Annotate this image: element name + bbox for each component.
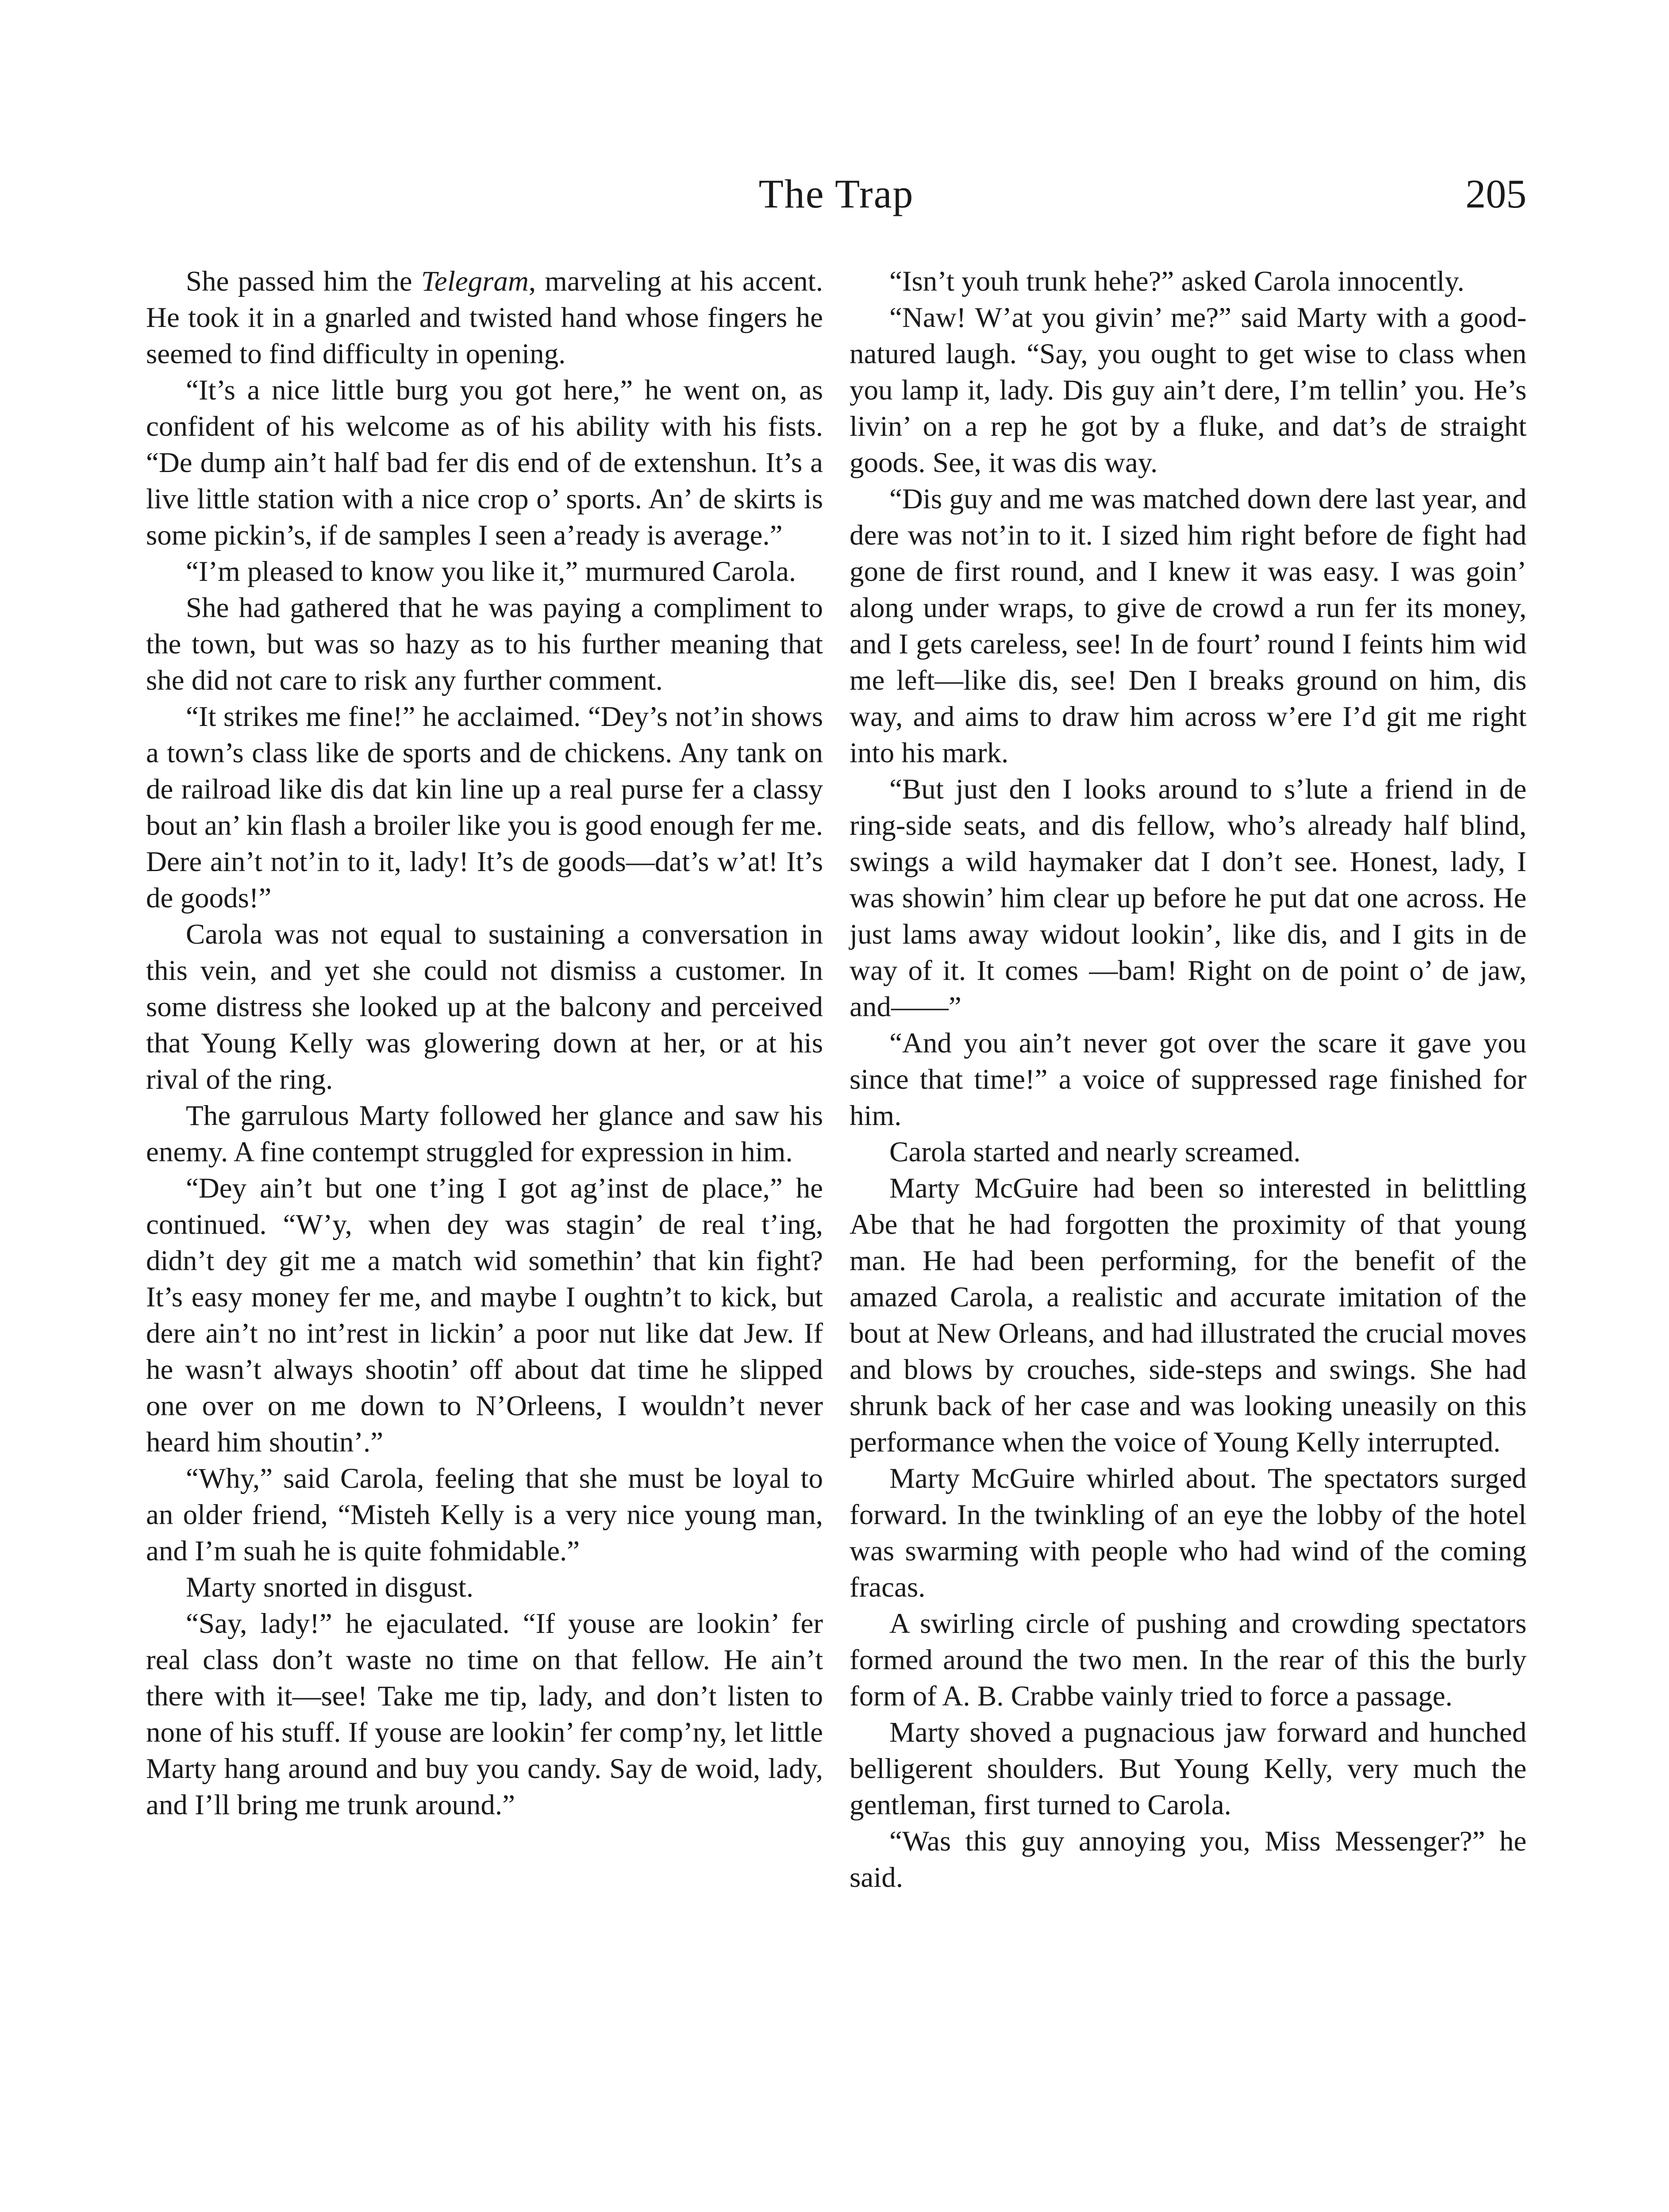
paragraph: “Why,” said Carola, feeling that she must be loyal to an older friend, “Misteh Kelly is a very nice young man, and I’m suah he is quite fohmidable.” xyxy=(146,1463,823,1567)
paragraph: She had gathered that he was paying a compliment to the town, but was so hazy as to his further meaning that she did not care to risk any further comment. xyxy=(146,592,823,696)
paragraph: Marty McGuire whirled about. The spectators surged forward. In the twinkling of an eye the lobby of the hotel was swarming with people who had wind of the coming fracas. xyxy=(850,1463,1527,1603)
paragraph: A swirling circle of pushing and crowding spectators formed around the two men. In the rear of this the burly form of A. B. Crabbe vainly tried to force a passage. xyxy=(850,1608,1527,1712)
paragraph: Marty McGuire had been so interested in belittling Abe that he had forgotten the proximity of that young man. He had been performing, for the benefit of the amazed Carola, a realistic and accurate imitation of the bout at New Orleans, and had illustrated the crucial moves and blows by crouches, side-steps and swings. She had shrunk back of her case and was looking uneasily on this performance when the voice of Young Kelly interrupted. xyxy=(850,1172,1527,1458)
paragraph: Carola was not equal to sustaining a conversation in this vein, and yet she could not dismiss a customer. In some distress she looked up at the balcony and perceived that Young Kelly was glowering down at her, or at his rival of the ring. xyxy=(146,918,823,1095)
paragraph: Marty snorted in disgust. xyxy=(186,1571,473,1603)
paragraph: Marty shoved a pugnacious jaw forward and hunched belligerent shoulders. But Young Kelly, very much the gentleman, first turned to Carola. xyxy=(850,1717,1527,1821)
paragraph: “Say, lady!” he ejaculated. “If youse are lookin’ fer real class don’t waste no time on that fellow. He ain’t there with it—see! Take me tip, lady, and don’t listen to none of his stuff. If youse are lookin’ fer comp’ny, let little Marty hang around and buy you candy. Say de woid, lady, and I’ll bring me trunk around.” xyxy=(146,1608,823,1821)
right-column xyxy=(850,263,1527,1896)
paragraph: “Dis guy and me was matched down dere last year, and dere was not’in to it. I sized him right before de fight had gone de first round, and I knew it was easy. I was goin’ along under wraps, to give de crowd a run fer its money, and I gets careless, see! In de fourt’ round I feints him wid me left—like dis, see! Den I breaks ground on him, dis way, and aims to draw him across w’ere I’d git me right into his mark. xyxy=(850,483,1527,769)
paragraph: “I’m pleased to know you like it,” murmured Carola. xyxy=(186,556,796,588)
paragraph: “Naw! W’at you givin’ me?” said Marty with a good-natured laugh. “Say, you ought to get wise to class when you lamp it, lady. Dis guy ain’t dere, I’m tellin’ you. He’s livin’ on a rep he got by a fluke, and dat’s de straight goods. See, it was dis way. xyxy=(850,302,1527,479)
paragraph: She passed him the Telegram, marveling at his accent. He took it in a gnarled and twisted hand whose fingers he seemed to find difficulty in opening. xyxy=(146,265,823,370)
paragraph: “And you ain’t never got over the scare it gave you since that time!” a voice of suppressed rage finished for him. xyxy=(850,1027,1527,1132)
running-title: The Trap xyxy=(758,171,914,216)
page-header xyxy=(146,170,1527,228)
paragraph: “Isn’t youh trunk hehe?” asked Carola innocently. xyxy=(889,265,1465,297)
paragraph: Carola started and nearly screamed. xyxy=(889,1136,1301,1168)
paragraph: “But just den I looks around to s’lute a friend in de ring-side seats, and dis fellow, who’s already half blind, swings a wild haymaker dat I don’t see. Honest, lady, I was showin’ him clear up before he put dat one across. He just lams away widout lookin’, like dis, and I gits in de way of it. It comes —bam! Right on de point o’ de jaw, and——” xyxy=(850,773,1527,1023)
left-column xyxy=(146,263,823,1823)
page-number: 205 xyxy=(1465,171,1527,216)
paragraph: “It’s a nice little burg you got here,” he went on, as confident of his welcome as of his ability with his fists. “De dump ain’t half bad fer dis end of de extenshun. It’s a live little station with a nice crop o’ sports. An’ de skirts is some pickin’s, if de samples I seen a’ready is average.” xyxy=(146,374,823,551)
paragraph: “Dey ain’t but one t’ing I got ag’inst de place,” he continued. “W’y, when dey was stagin’ de real t’ing, didn’t dey git me a match wid somethin’ that kin fight? It’s easy money fer me, and maybe I oughtn’t to kick, but dere ain’t no int’rest in lickin’ a poor nut like dat Jew. If he wasn’t always shootin’ off about dat time he slipped one over on me down to N’Orleens, I wouldn’t never heard him shoutin’.” xyxy=(146,1172,823,1458)
paragraph: The garrulous Marty followed her glance and saw his enemy. A fine contempt struggled for expression in him. xyxy=(146,1100,823,1168)
paragraph: “It strikes me fine!” he acclaimed. “Dey’s not’in shows a town’s class like de sports and de chickens. Any tank on de railroad like dis dat kin line up a real purse fer a classy bout an’ kin flash a broiler like you is good enough fer me. Dere ain’t not’in to it, lady! It’s de goods—dat’s w’at! It’s de goods!” xyxy=(146,701,823,914)
newspaper-title: Telegram xyxy=(421,265,529,297)
paragraph: “Was this guy annoying you, Miss Messenger?” he said. xyxy=(850,1825,1527,1893)
